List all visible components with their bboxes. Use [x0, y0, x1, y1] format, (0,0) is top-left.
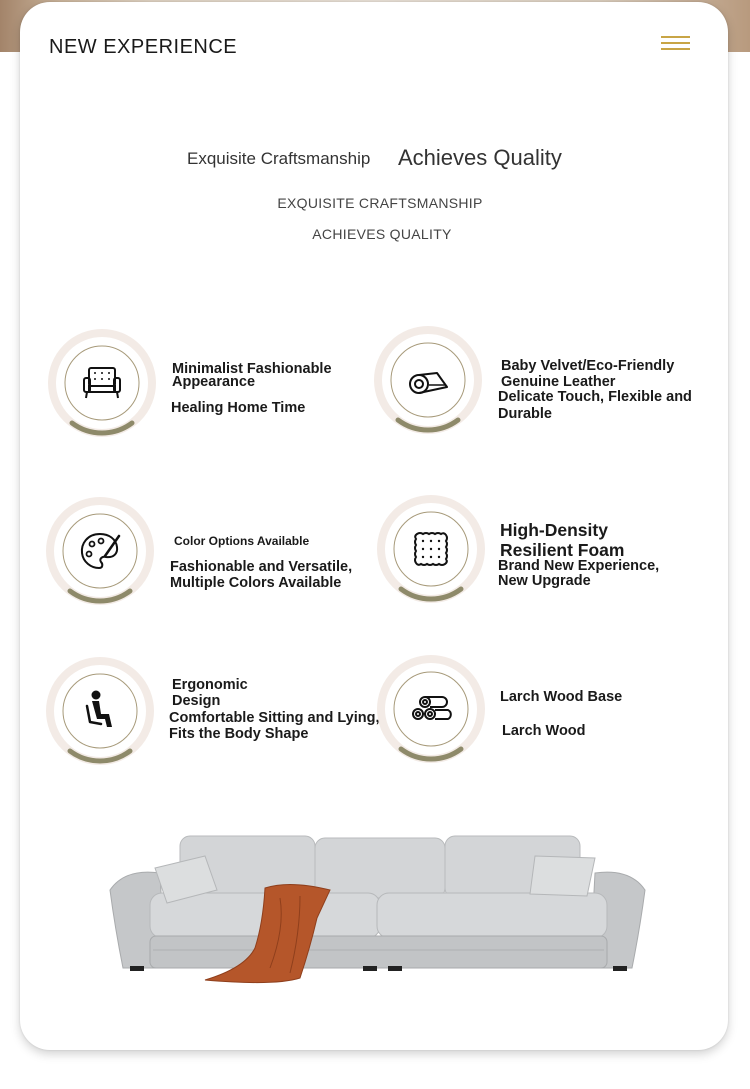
feature-3-desc-line-2: Multiple Colors Available: [170, 575, 342, 591]
sofa-image: [105, 828, 650, 993]
headline-craftsmanship: Exquisite Craftsmanship: [187, 149, 371, 168]
subheadline-line-2: ACHIEVES QUALITY: [312, 226, 452, 242]
feature-1-desc: Healing Home Time: [171, 400, 306, 416]
feature-6-desc: Larch Wood: [502, 723, 586, 739]
brand-title: NEW EXPERIENCE: [49, 36, 238, 58]
feature-2-title-line-2: Genuine Leather: [501, 374, 616, 390]
feature-2-badge: [373, 325, 483, 435]
feature-6-badge: [376, 654, 486, 764]
wood-logs-icon: [406, 684, 456, 734]
feature-1-title-line-2: Appearance: [172, 374, 256, 390]
feature-5-desc-line-2: Fits the Body Shape: [169, 726, 309, 742]
feature-1-badge: [47, 328, 157, 438]
feature-5-title-line-2: Design: [172, 693, 221, 709]
fabric-roll-icon: [403, 355, 453, 405]
feature-2-title-line-1: Baby Velvet/Eco-Friendly: [501, 358, 675, 374]
foam-cushion-icon: [406, 524, 456, 574]
seated-person-icon: [75, 686, 125, 736]
hamburger-menu-icon[interactable]: [661, 36, 691, 54]
feature-4-badge: [376, 494, 486, 604]
feature-4-desc-line-1: Brand New Experience,: [498, 558, 660, 574]
feature-3-title: Color Options Available: [174, 534, 310, 548]
armchair-icon: [77, 358, 127, 408]
feature-5-title-line-1: Ergonomic: [172, 677, 248, 693]
feature-4-title-line-1: High-Density: [500, 520, 608, 540]
feature-5-badge: [45, 656, 155, 766]
feature-4-title-line-2: Resilient Foam: [500, 540, 625, 560]
feature-3-badge: [45, 496, 155, 606]
feature-4-desc-line-2: New Upgrade: [498, 573, 591, 589]
feature-3-desc-line-1: Fashionable and Versatile,: [170, 559, 353, 575]
paint-palette-icon: [75, 526, 125, 576]
headline-quality: Achieves Quality: [398, 145, 562, 170]
feature-1-title-line-1: Minimalist Fashionable: [172, 361, 332, 377]
feature-2-desc-line-1: Delicate Touch, Flexible and: [498, 389, 692, 405]
feature-6-title: Larch Wood Base: [500, 689, 623, 705]
subheadline-line-1: EXQUISITE CRAFTSMANSHIP: [277, 195, 483, 211]
feature-2-desc-line-2: Durable: [498, 406, 552, 422]
feature-5-desc-line-1: Comfortable Sitting and Lying,: [169, 710, 380, 726]
